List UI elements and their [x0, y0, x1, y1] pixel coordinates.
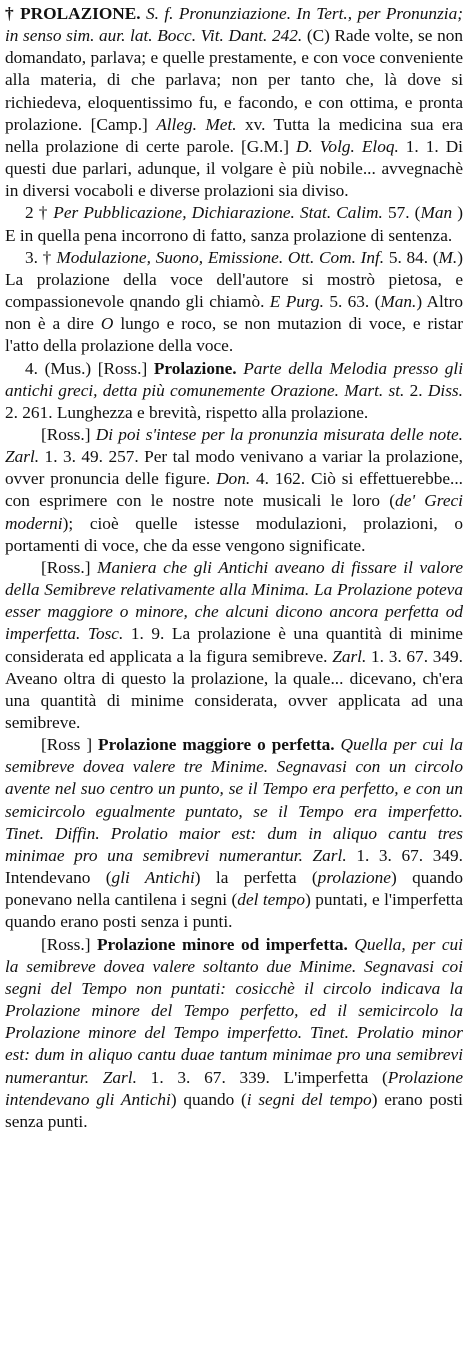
entry-italic-text: Modulazione, Suono, Emissione. Ott. Com. Inf. [56, 247, 385, 267]
entry-italic-text: Diss. [427, 380, 463, 400]
entry-text: ) quando ponevano nella cantilena i segni ( [5, 868, 463, 910]
entry-text: [Ross.] [41, 557, 98, 577]
entry-italic-text: S. f. Pronunziazione. In Tert., per Pronunzia; in senso sim. aur. lat. Bocc. Vit. Dant. 242. [5, 4, 463, 46]
entry-sense-paragraph [5, 247, 463, 358]
entry-italic-text: Zarl. [332, 646, 367, 666]
entry-bold-term: Prolazione. [153, 358, 237, 378]
entry-text: 3. † [25, 247, 57, 267]
entry-sense-paragraph [5, 934, 463, 1133]
entry-text: 4. 162. Ciò si effettuerebbe... con esprimere con le nostre note musicali le loro ( [5, 469, 463, 511]
entry-sense-paragraph [5, 424, 463, 557]
entry-italic-text: O [100, 314, 114, 334]
entry-text: 5. 84. ( [384, 247, 439, 267]
entry-text: 5. 63. ( [323, 292, 381, 312]
entry-italic-text: Maniera che gli Antichi aveano di fissare il valore della Semibreve relativamente alla Minima. La Prolazione poteva esser maggiore o minore, che alcuni dicono ancora perfetta od imperfetta. Tosc. [5, 557, 463, 644]
entry-italic-text: Don. [216, 469, 251, 489]
entry-text: ) quando ( [170, 1089, 247, 1109]
entry-bold-term: Prolazione minore od imperfetta. [97, 934, 348, 954]
entry-text: 2. 261. Lunghezza e brevità, rispetto alla prolazione. [5, 402, 369, 422]
entry-headword: † PROLAZIONE. [5, 4, 141, 23]
entry-text: (C) Rade volte, se non domandato, parlava; e quelle prestamente, e con voce conveniente alla materia, di che parlava; non per tanto che, là dove si richiedeva, eloquentissimo fu, e facondo, e con ottima, e pronta prolazione. [Camp.] [5, 26, 463, 134]
entry-italic-text: Di poi s'intese per la pronunzia misurata delle note. Zarl. [5, 424, 463, 467]
entry-text: 1. 3. 67. 339. L'imperfetta ( [136, 1067, 388, 1087]
entry-text: ) erano posti senza punti. [5, 1089, 463, 1131]
entry-text: ) puntati, e l'imperfetta quando erano posti senza i punti. [5, 890, 464, 932]
entry-italic-text: prolazione [317, 868, 391, 888]
entry-text: 1. 9. La prolazione è una quantità di minime considerata ed applicata a la figura semibreve. [5, 624, 463, 666]
entry-italic-text: E Purg. [269, 292, 324, 312]
entry-italic-text: Quella, per cui la semibreve dovea valere soltanto due Minime. Segnavasi coi segni del Tempo non puntati: cosicchè il circolo indicava la Prolazione minore del Tempo perfetto, ed il semicircolo la Prolazione minore del Tempo imperfetto. Tinet. Prolatio minor est: dum in aliquo cantu duae tantum minimae pro una semibrevi numerantur. Zarl. [5, 934, 463, 1087]
entry-text: [Ross.] [41, 424, 96, 444]
entry-italic-text: D. Volg. Eloq. [296, 136, 399, 156]
entry-text: ) La prolazione della voce dell'autore si mostrò pietosa, e compassionevole qnando gli chiamò. [5, 247, 464, 312]
entry-text: [Ross.] [41, 934, 97, 954]
entry-sense-paragraph [5, 557, 463, 734]
entry-italic-text: de' Greci moderni [5, 491, 463, 533]
entry-text: 57. ( [382, 203, 421, 223]
entry-text: 1. 3. 67. 349. Intendevano ( [5, 845, 464, 888]
entry-italic-text: Per Pubblicazione, Dichiarazione. Stat. Calim. [53, 203, 383, 223]
dictionary-entry-prolazione [5, 3, 463, 1133]
entry-sense-paragraph [5, 202, 463, 246]
entry-italic-text: Alleg. Met. [156, 114, 237, 134]
entry-text: 1. 3. 67. 349. Aveano oltra di questo la prolazione, la quale... dicevano, ch'era una quantità di minime considerata, ovver applicata ad una semibreve. [5, 646, 463, 732]
entry-sense-paragraph [5, 358, 463, 424]
entry-text: 4. (Mus.) [Ross.] [25, 358, 154, 378]
entry-text: lungo e roco, se non mutazion di voce, e ristar l'atto della prolazione della voce. [5, 314, 463, 356]
entry-text: 1. 1. Di questi due parlari, adunque, il volgare è più nobile... avvegnachè in diversi vocaboli e diverse prolazioni sia diviso. [5, 136, 463, 201]
entry-italic-text: i segni del tempo [246, 1089, 372, 1109]
entry-headword-paragraph [5, 3, 463, 202]
entry-text: 2 † [25, 203, 54, 223]
entry-italic-text: del tempo [237, 890, 306, 910]
entry-italic-text: Man. [380, 292, 417, 312]
entry-italic-text: gli Antichi [111, 868, 195, 888]
entry-text: ) la perfetta ( [194, 868, 318, 888]
entry-text: 2. [404, 380, 428, 400]
entry-text: xv. Tutta la medicina sua era nella prolazione di certe parole. [G.M.] [5, 114, 463, 156]
entry-italic-text: Man [420, 203, 453, 223]
entry-text: ) Altro non è a dire [5, 292, 464, 334]
entry-text: 1. 3. 49. 257. Per tal modo venivano a variar la prolazione, ovver pronuncia delle figure. [5, 447, 463, 489]
entry-sense-paragraph [5, 734, 463, 933]
entry-text: ) E in quella pena incorrono di fatto, sanza prolazione di sentenza. [5, 203, 464, 245]
entry-text: [Ross ] [41, 735, 99, 755]
entry-italic-text: Parte della Melodia presso gli antichi greci, detta più comunemente Orazione. Mart. st. [5, 358, 463, 400]
entry-text: ); cioè quelle istesse modulazioni, prolazioni, o portamenti di voce, che da esse vengono significate. [5, 513, 463, 555]
entry-italic-text: M. [438, 247, 458, 267]
entry-italic-text: Quella per cui la semibreve dovea valere tre Minime. Segnavasi con un circolo avente nel suo centro un punto, se il Tempo era perfetto, e con un semicircolo egualmente puntato, se il Tempo era imperfetto. Tinet. Diffin. Prolatio maior est: dum in aliquo cantu tres minimae pro una semibrevi numerantur. Zarl. [5, 735, 463, 865]
entry-italic-text: Prolazione intendevano gli Antichi [5, 1067, 463, 1109]
entry-bold-term: Prolazione maggiore o perfetta. [98, 735, 335, 755]
